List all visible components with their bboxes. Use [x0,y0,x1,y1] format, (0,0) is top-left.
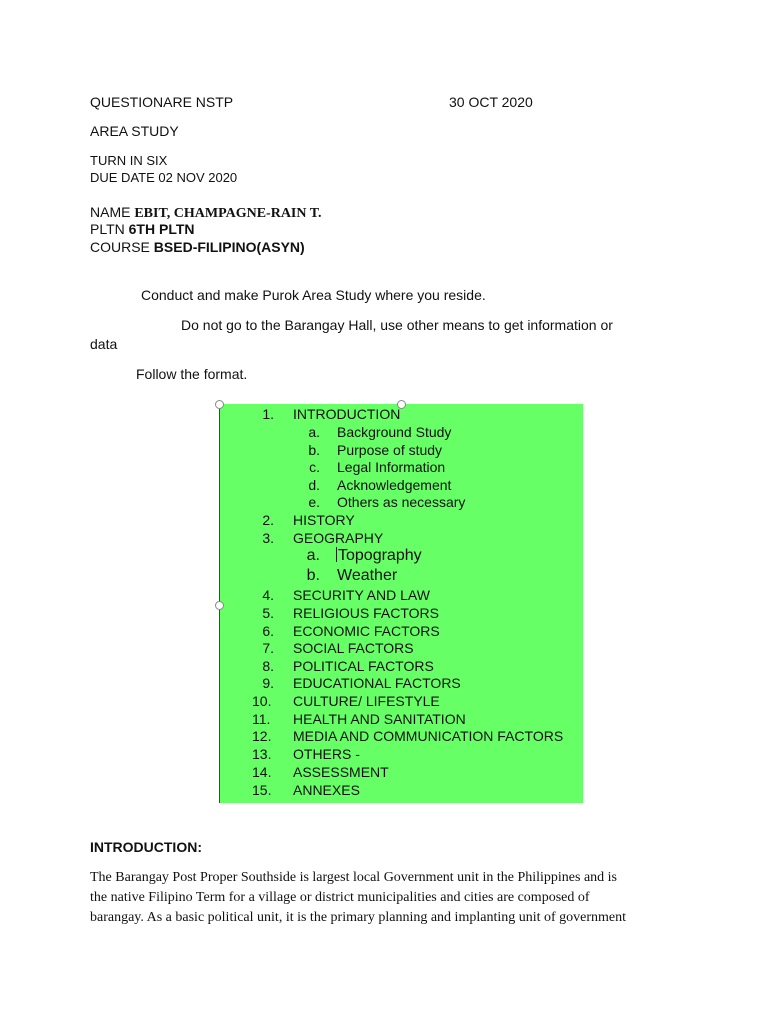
student-name-row [90,204,322,222]
pltn-label: PLTN [90,221,125,237]
introduction-body [90,868,680,928]
intro-line: The Barangay Post Proper Southside is largest local Government unit in the Philippines and is [90,870,618,885]
turn-in-label: TURN IN SIX [90,153,168,168]
resize-handle-top-left[interactable] [215,400,224,409]
due-date-label: DUE DATE 02 NOV 2020 [90,170,238,185]
intro-line: the native Filipino Term for a village or district municipalities and cities are composed of [90,890,590,905]
resize-handle-left[interactable] [215,601,224,610]
text-cursor [336,547,337,562]
instruction-1: Conduct and make Purok Area Study where you reside. [141,287,486,303]
course-value: BSED-FILIPINO(ASYN) [153,239,305,255]
student-pltn-row [90,221,195,237]
course-label: COURSE [90,239,150,255]
pltn-value: 6TH PLTN [128,221,195,237]
instruction-2: Do not go to the Barangay Hall, use other means to get information or [181,317,613,333]
document-subtitle: AREA STUDY [90,123,179,139]
student-course-row [90,239,305,255]
name-label: NAME [90,204,131,220]
introduction-heading: INTRODUCTION: [90,839,202,855]
document-date: 30 OCT 2020 [449,94,533,110]
intro-line: barangay. As a basic political unit, it is the primary planning and implanting unit of government [90,910,627,925]
document-title: QUESTIONARE NSTP [90,94,234,110]
instruction-3: Follow the format. [136,366,248,382]
format-list-box[interactable]: 1. INTRODUCTION a. Background Study b. Purpose of study c. Legal Information d. Acknowledgement e. Others as necessary 2. HISTORY 3. GEOGRAPHY a. Topography b. Weather 4. SECURITY AND LAW 5. RELIGIOUS FACTORS 6. ECONOMIC FACTORS 7. SOCIAL FACTORS 8. POLITICAL FACTORS 9. EDUCATIONAL FACTORS 10. CULTURE/ LIFESTYLE 11. HEALTH AND SANITATION 12. MEDIA AND COMMUNICATION FACTORS 13. OTHERS - 14. ASSESSMENT 15. ANNEXES [219,404,583,803]
instruction-2-cont: data [90,336,118,352]
name-value: EBIT, CHAMPAGNE-RAIN T. [134,206,322,221]
